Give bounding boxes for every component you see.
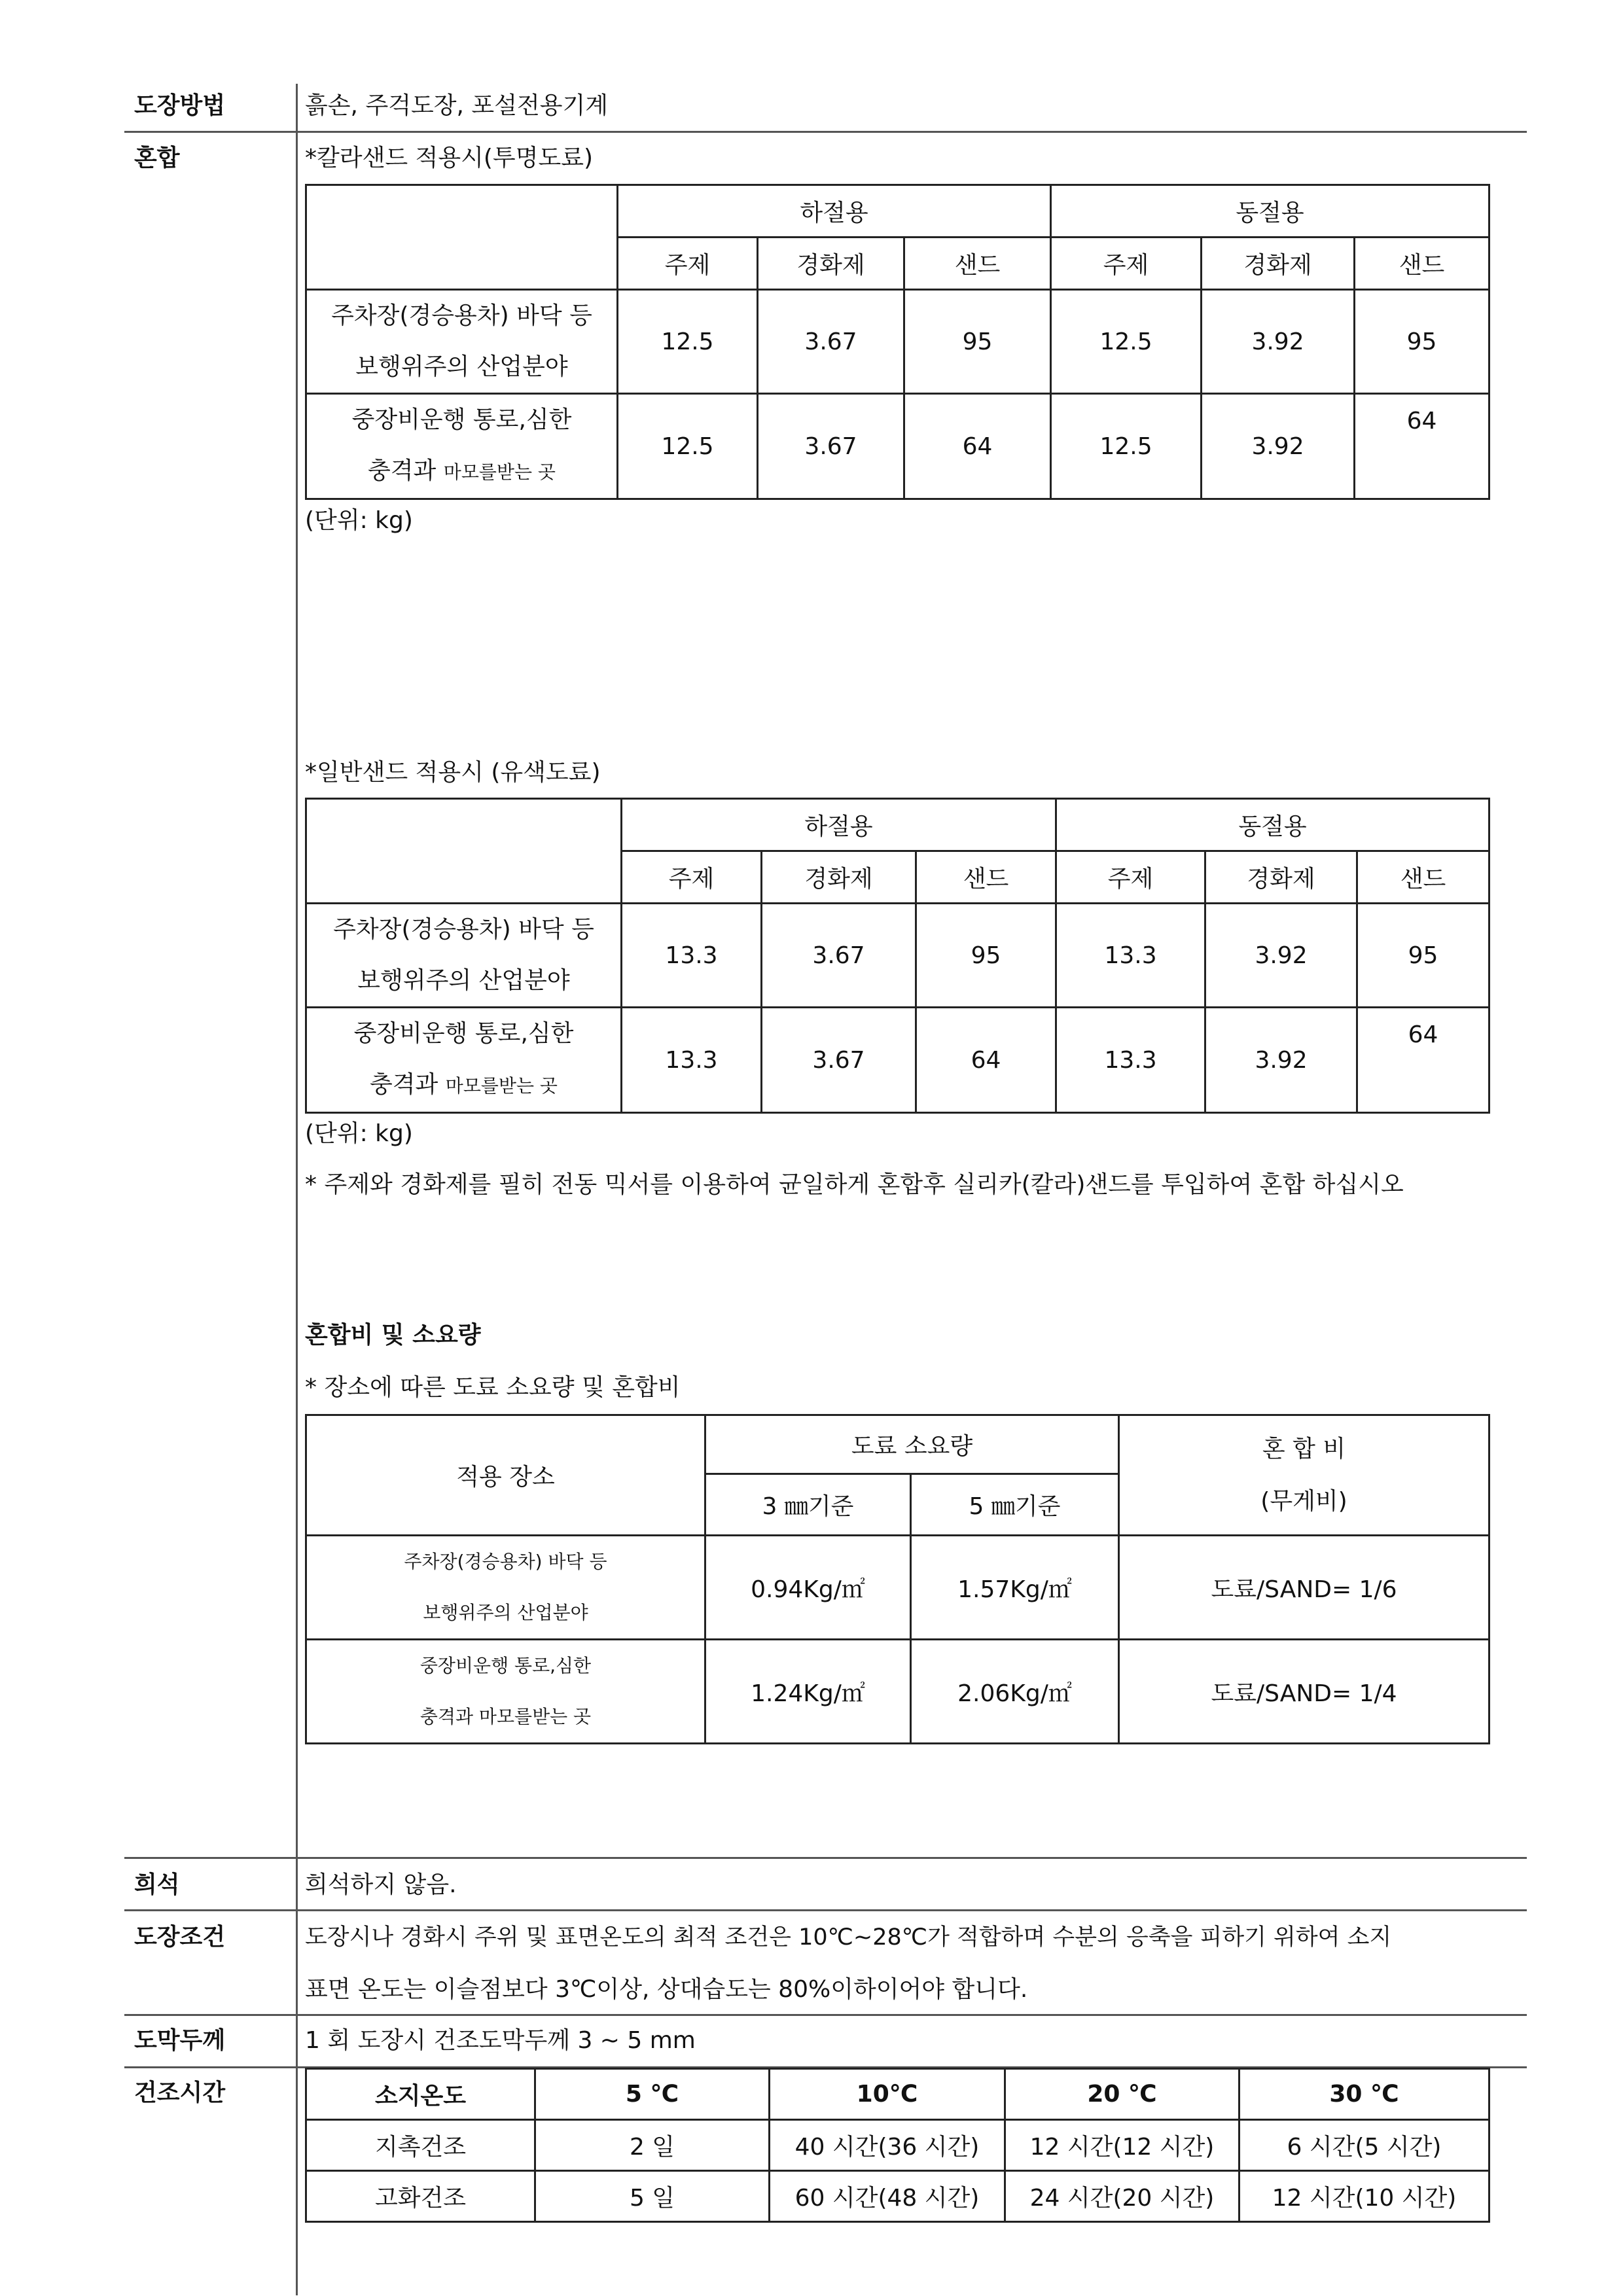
table-cell: 지촉건조 <box>306 2120 535 2171</box>
table-cell: 12 시간(12 시간) <box>1005 2120 1240 2171</box>
summer-header: 하절용 <box>622 799 1056 851</box>
consumption-table <box>305 1414 1490 1744</box>
column-divider <box>296 84 298 2295</box>
table-cell: 12 시간(10 시간) <box>1240 2171 1489 2222</box>
table-cell: 40 시간(36 시간) <box>770 2120 1005 2171</box>
unit-note: (단위: kg) <box>305 507 413 534</box>
row-header: 주차장(경승용차) 바닥 등 보행위주의 산업분야 <box>306 290 618 394</box>
row-header: 중장비운행 통로,심한 충격과 마모를받는 곳 <box>306 1008 622 1113</box>
table-cell: 13.3 <box>622 904 762 1008</box>
table-cell: 24 시간(20 시간) <box>1005 2171 1240 2222</box>
table-cell: 64 <box>916 1008 1056 1113</box>
col-header: 경화제 <box>758 238 904 290</box>
dilution-label: 희석 <box>134 1871 180 1898</box>
table-cell: 12.5 <box>1051 394 1202 499</box>
thickness-value: 1 회 도장시 건조도막두께 3 ~ 5 mm <box>305 2027 696 2054</box>
table-cell: 95 <box>1355 290 1489 394</box>
unit-note: (단위: kg) <box>305 1120 413 1147</box>
table-cell: 95 <box>1357 904 1489 1008</box>
drying-label: 건조시간 <box>134 2079 226 2106</box>
drying-table <box>305 2068 1490 2223</box>
thickness-label: 도막두께 <box>134 2027 226 2054</box>
summer-header: 하절용 <box>618 185 1051 238</box>
col-header: 샌드 <box>916 851 1056 904</box>
winter-header: 동절용 <box>1051 185 1489 238</box>
col-header: 5 ℃ <box>535 2069 770 2120</box>
ratio-header: 혼 합 비 (무게비) <box>1119 1415 1489 1536</box>
col-header: 30 ℃ <box>1240 2069 1489 2120</box>
table-cell: 13.3 <box>622 1008 762 1113</box>
conditions-label: 도장조건 <box>134 1924 226 1951</box>
row-header: 주차장(경승용차) 바닥 등 보행위주의 산업분야 <box>306 904 622 1008</box>
dilution-value: 희석하지 않음. <box>305 1871 457 1898</box>
table-cell: 3.67 <box>762 904 916 1008</box>
col-header: 소지온도 <box>306 2069 535 2120</box>
method-value: 흙손, 주걱도장, 포설전용기계 <box>305 92 609 119</box>
table-cell: 도료/SAND= 1/6 <box>1119 1536 1489 1640</box>
color-sand-title: *칼라샌드 적용시(투명도료) <box>305 145 594 171</box>
table-corner <box>306 185 618 290</box>
consumption-subtitle: * 장소에 따른 도료 소요량 및 혼합비 <box>305 1374 681 1401</box>
table-cell: 12.5 <box>618 394 758 499</box>
table-cell: 2 일 <box>535 2120 770 2171</box>
table-cell: 60 시간(48 시간) <box>770 2171 1005 2222</box>
table-cell: 3.92 <box>1205 904 1357 1008</box>
table-cell: 1.57Kg/㎡ <box>911 1536 1119 1640</box>
table-cell: 3.67 <box>758 290 904 394</box>
table-cell: 고화건조 <box>306 2171 535 2222</box>
table-cell: 3.92 <box>1202 394 1355 499</box>
normal-sand-table <box>305 798 1490 1114</box>
table-corner <box>306 799 622 904</box>
divider <box>124 131 1527 133</box>
row-header: 중장비운행 통로,심한 충격과 마모를받는 곳 <box>306 394 618 499</box>
divider <box>124 1909 1527 1911</box>
table-cell: 64 <box>1357 1008 1489 1113</box>
table-cell: 13.3 <box>1056 904 1205 1008</box>
method-label: 도장방법 <box>134 92 226 119</box>
col-header: 3 ㎜기준 <box>705 1474 911 1536</box>
col-header: 경화제 <box>762 851 916 904</box>
col-header: 주제 <box>618 238 758 290</box>
col-header: 샌드 <box>1357 851 1489 904</box>
table-cell: 3.92 <box>1202 290 1355 394</box>
table-cell: 64 <box>1355 394 1489 499</box>
amount-header: 도료 소요량 <box>705 1415 1119 1474</box>
table-cell: 2.06Kg/㎡ <box>911 1640 1119 1744</box>
col-header: 경화제 <box>1205 851 1357 904</box>
col-header: 10℃ <box>770 2069 1005 2120</box>
normal-sand-title: *일반샌드 적용시 (유색도료) <box>305 759 601 786</box>
col-header: 주제 <box>1051 238 1202 290</box>
table-cell: 64 <box>904 394 1051 499</box>
table-cell: 12.5 <box>618 290 758 394</box>
col-header: 주제 <box>622 851 762 904</box>
col-header: 샌드 <box>904 238 1051 290</box>
table-cell: 0.94Kg/㎡ <box>705 1536 911 1640</box>
row-header: 주차장(경승용차) 바닥 등 보행위주의 산업분야 <box>306 1536 705 1640</box>
col-header: 20 ℃ <box>1005 2069 1240 2120</box>
divider <box>124 1857 1527 1859</box>
col-header: 주제 <box>1056 851 1205 904</box>
mixing-note: * 주제와 경화제를 필히 전동 믹서를 이용하여 균일하게 혼합후 실리카(칼라)샌드를 투입하여 혼합 하십시오 <box>305 1171 1404 1198</box>
table-cell: 3.67 <box>758 394 904 499</box>
consumption-heading: 혼합비 및 소요량 <box>305 1322 481 1349</box>
place-header: 적용 장소 <box>306 1415 705 1536</box>
col-header: 경화제 <box>1202 238 1355 290</box>
table-cell: 95 <box>904 290 1051 394</box>
table-cell: 12.5 <box>1051 290 1202 394</box>
table-cell: 3.67 <box>762 1008 916 1113</box>
col-header: 샌드 <box>1355 238 1489 290</box>
mixing-label: 혼합 <box>134 145 180 171</box>
winter-header: 동절용 <box>1056 799 1489 851</box>
table-cell: 3.92 <box>1205 1008 1357 1113</box>
col-header: 5 ㎜기준 <box>911 1474 1119 1536</box>
color-sand-table <box>305 184 1490 500</box>
table-cell: 1.24Kg/㎡ <box>705 1640 911 1744</box>
conditions-line1: 도장시나 경화시 주위 및 표면온도의 최적 조건은 10℃~28℃가 적합하며 수분의 응축을 피하기 위하여 소지 <box>305 1924 1392 1951</box>
table-cell: 95 <box>916 904 1056 1008</box>
divider <box>124 2014 1527 2016</box>
row-header: 중장비운행 통로,심한 충격과 마모를받는 곳 <box>306 1640 705 1744</box>
table-cell: 6 시간(5 시간) <box>1240 2120 1489 2171</box>
table-cell: 13.3 <box>1056 1008 1205 1113</box>
conditions-line2: 표면 온도는 이슬점보다 3℃이상, 상대습도는 80%이하이어야 합니다. <box>305 1976 1028 2003</box>
table-cell: 5 일 <box>535 2171 770 2222</box>
table-cell: 도료/SAND= 1/4 <box>1119 1640 1489 1744</box>
